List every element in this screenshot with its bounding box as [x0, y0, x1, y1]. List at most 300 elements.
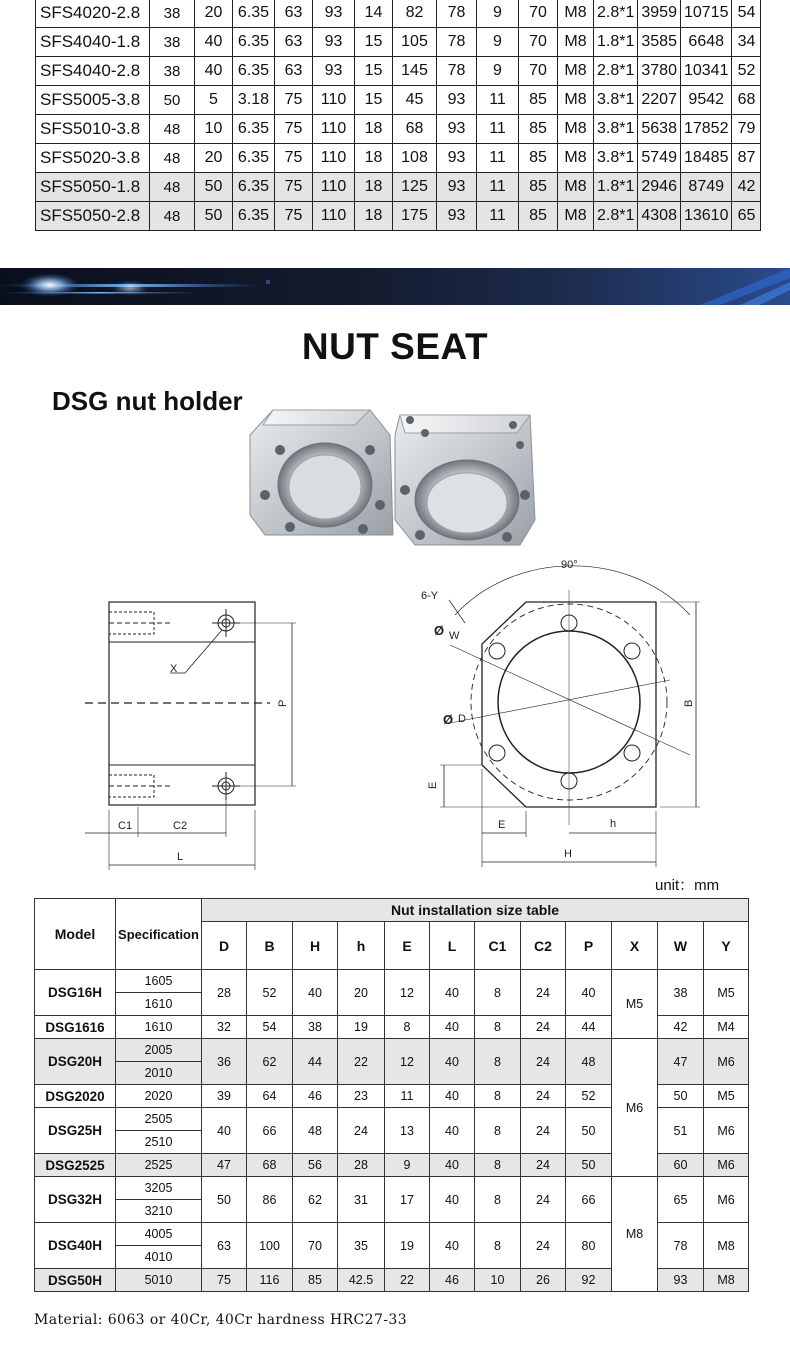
dsg-spec-cell: 3210 — [116, 1200, 202, 1223]
dsg-table-row — [35, 1177, 749, 1200]
label-w: W — [449, 630, 460, 642]
label-angle: 90° — [561, 559, 578, 571]
dsg-model-cell: DSG16H — [35, 970, 116, 1016]
spec-header: Specification — [116, 899, 202, 970]
dsg-value-cell: 28 — [338, 1154, 385, 1177]
material-note: Material: 6063 or 40Cr, 40Cr hardness HRC27-33 — [34, 1312, 408, 1328]
product-subtitle: DSG nut holder — [52, 386, 243, 416]
dsg-value-cell: 13 — [385, 1108, 430, 1154]
sfs-value-cell: 145 — [393, 57, 437, 86]
sfs-value-cell: 6648 — [680, 28, 732, 57]
sfs-value-cell: 70 — [519, 0, 558, 28]
dsg-value-cell: 8 — [475, 1039, 521, 1085]
dsg-value-cell: 8 — [475, 1223, 521, 1269]
dsg-value-cell: 17 — [385, 1177, 430, 1223]
model-header: Model — [35, 899, 116, 970]
dsg-value-cell: 10 — [475, 1269, 521, 1292]
sfs-value-cell: 9542 — [680, 86, 732, 115]
sfs-value-cell: M8 — [558, 28, 594, 57]
dsg-value-cell: 8 — [475, 1108, 521, 1154]
dsg-y-cell: M5 — [704, 970, 749, 1016]
dsg-value-cell: 40 — [430, 1016, 475, 1039]
sfs-value-cell: 85 — [519, 202, 558, 231]
dsg-w-cell: 60 — [658, 1154, 704, 1177]
dsg-value-cell: 8 — [475, 970, 521, 1016]
sfs-value-cell: 110 — [313, 144, 355, 173]
sfs-value-cell: 20 — [195, 0, 233, 28]
dsg-value-cell: 62 — [247, 1039, 293, 1085]
sfs-value-cell: 75 — [275, 86, 313, 115]
sfs-value-cell: 68 — [393, 115, 437, 144]
sfs-value-cell: 3.8*1 — [594, 144, 638, 173]
sfs-value-cell: 18 — [355, 144, 393, 173]
sfs-value-cell: 1.8*1 — [594, 28, 638, 57]
sfs-model-cell: SFS5050-2.8 — [36, 202, 150, 231]
label-h-small: h — [610, 818, 617, 830]
dsg-value-cell: 46 — [430, 1269, 475, 1292]
column-header-c1: C1 — [475, 922, 521, 970]
dsg-value-cell: 9 — [385, 1154, 430, 1177]
dsg-model-cell: DSG20H — [35, 1039, 116, 1085]
dsg-value-cell: 11 — [385, 1085, 430, 1108]
dsg-value-cell: 8 — [385, 1016, 430, 1039]
dsg-value-cell: 38 — [293, 1016, 338, 1039]
sfs-model-cell: SFS5010-3.8 — [36, 115, 150, 144]
sfs-value-cell: 63 — [275, 28, 313, 57]
sfs-value-cell: 6.35 — [233, 173, 275, 202]
sfs-value-cell: 93 — [313, 28, 355, 57]
sfs-value-cell: 18 — [355, 115, 393, 144]
sfs-value-cell: 6.35 — [233, 115, 275, 144]
dsg-size-table — [34, 898, 749, 1292]
column-header-y: Y — [704, 922, 749, 970]
sfs-value-cell: 15 — [355, 57, 393, 86]
sfs-value-cell: 79 — [732, 115, 761, 144]
dsg-spec-cell: 2005 — [116, 1039, 202, 1062]
dsg-y-cell: M6 — [704, 1154, 749, 1177]
sfs-value-cell: 11 — [477, 115, 519, 144]
dsg-w-cell: 93 — [658, 1269, 704, 1292]
sfs-value-cell: 4308 — [638, 202, 681, 231]
sfs-value-cell: 87 — [732, 144, 761, 173]
sfs-value-cell: 42 — [732, 173, 761, 202]
dsg-value-cell: 22 — [385, 1269, 430, 1292]
sfs-value-cell: 6.35 — [233, 0, 275, 28]
dsg-value-cell: 64 — [247, 1085, 293, 1108]
nut-holder-left — [250, 410, 393, 535]
dsg-model-cell: DSG25H — [35, 1108, 116, 1154]
label-e-bottom: E — [498, 819, 506, 831]
nut-holder-right — [395, 415, 535, 545]
dsg-value-cell: 50 — [566, 1108, 612, 1154]
sfs-value-cell: 9 — [477, 0, 519, 28]
dsg-w-cell: 51 — [658, 1108, 704, 1154]
sfs-value-cell: 2.8*1 — [594, 0, 638, 28]
dsg-value-cell: 24 — [521, 1085, 566, 1108]
svg-text:Ø: Ø — [434, 623, 445, 638]
sfs-table-body — [36, 0, 761, 231]
sfs-value-cell: 3.8*1 — [594, 115, 638, 144]
sfs-value-cell: 6.35 — [233, 202, 275, 231]
sfs-value-cell: 45 — [393, 86, 437, 115]
label-c1: C1 — [118, 820, 133, 832]
sfs-value-cell: 70 — [519, 28, 558, 57]
dsg-value-cell: 116 — [247, 1269, 293, 1292]
dsg-table-row — [35, 970, 749, 993]
sfs-value-cell: 48 — [150, 173, 195, 202]
dsg-w-cell: 42 — [658, 1016, 704, 1039]
dsg-value-cell: 24 — [338, 1108, 385, 1154]
sfs-value-cell: 18 — [355, 202, 393, 231]
sfs-value-cell: 110 — [313, 202, 355, 231]
dsg-value-cell: 20 — [338, 970, 385, 1016]
label-p: P — [277, 699, 289, 707]
dsg-y-cell: M4 — [704, 1016, 749, 1039]
column-header-p: P — [566, 922, 612, 970]
sfs-value-cell: 50 — [150, 86, 195, 115]
sfs-value-cell: 3.18 — [233, 86, 275, 115]
sfs-value-cell: 85 — [519, 86, 558, 115]
sfs-value-cell: 78 — [437, 28, 477, 57]
dsg-model-cell: DSG2020 — [35, 1085, 116, 1108]
dsg-value-cell: 66 — [566, 1177, 612, 1223]
sfs-value-cell: 3585 — [638, 28, 681, 57]
dsg-value-cell: 70 — [293, 1223, 338, 1269]
sfs-value-cell: 93 — [313, 0, 355, 28]
dsg-spec-cell: 1610 — [116, 993, 202, 1016]
dsg-x-cell: M5 — [612, 970, 658, 1039]
sfs-model-cell: SFS5050-1.8 — [36, 173, 150, 202]
sfs-value-cell: M8 — [558, 0, 594, 28]
sfs-value-cell: 63 — [275, 57, 313, 86]
sfs-value-cell: 9 — [477, 57, 519, 86]
sfs-table-row — [36, 144, 761, 173]
sfs-value-cell: 8749 — [680, 173, 732, 202]
sfs-value-cell: 2946 — [638, 173, 681, 202]
sfs-value-cell: M8 — [558, 202, 594, 231]
sfs-value-cell: 40 — [195, 57, 233, 86]
dsg-w-cell: 38 — [658, 970, 704, 1016]
sfs-value-cell: 108 — [393, 144, 437, 173]
sfs-value-cell: 2.8*1 — [594, 57, 638, 86]
sfs-value-cell: 93 — [437, 115, 477, 144]
dsg-spec-cell: 2020 — [116, 1085, 202, 1108]
dsg-value-cell: 40 — [430, 1039, 475, 1085]
dsg-value-cell: 19 — [385, 1223, 430, 1269]
sfs-value-cell: 78 — [437, 57, 477, 86]
column-header-e: E — [385, 922, 430, 970]
sfs-value-cell: 48 — [150, 144, 195, 173]
sfs-value-cell: 50 — [195, 173, 233, 202]
sfs-value-cell: 110 — [313, 173, 355, 202]
dsg-value-cell: 40 — [430, 970, 475, 1016]
dsg-x-cell: M6 — [612, 1039, 658, 1177]
column-header-x: X — [612, 922, 658, 970]
dsg-w-cell: 78 — [658, 1223, 704, 1269]
sfs-value-cell: 3959 — [638, 0, 681, 28]
sfs-value-cell: 68 — [732, 86, 761, 115]
sfs-value-cell: M8 — [558, 173, 594, 202]
dsg-value-cell: 46 — [293, 1085, 338, 1108]
label-d: D — [458, 713, 466, 725]
banner-light-streaks — [0, 268, 790, 305]
sfs-value-cell: 11 — [477, 144, 519, 173]
dsg-value-cell: 26 — [521, 1269, 566, 1292]
sfs-value-cell: M8 — [558, 115, 594, 144]
dsg-spec-cell: 4005 — [116, 1223, 202, 1246]
sfs-value-cell: 15 — [355, 86, 393, 115]
dsg-value-cell: 44 — [566, 1016, 612, 1039]
dsg-value-cell: 80 — [566, 1223, 612, 1269]
label-b: B — [683, 699, 695, 707]
dsg-value-cell: 68 — [247, 1154, 293, 1177]
sfs-value-cell: 1.8*1 — [594, 173, 638, 202]
front-view-labels — [421, 559, 695, 860]
dsg-w-cell: 50 — [658, 1085, 704, 1108]
dsg-value-cell: 40 — [293, 970, 338, 1016]
dsg-y-cell: M8 — [704, 1269, 749, 1292]
dsg-value-cell: 8 — [475, 1085, 521, 1108]
dsg-value-cell: 48 — [293, 1108, 338, 1154]
sfs-value-cell: 2.8*1 — [594, 202, 638, 231]
dsg-spec-cell: 3205 — [116, 1177, 202, 1200]
sfs-model-cell: SFS5005-3.8 — [36, 86, 150, 115]
sfs-value-cell: 82 — [393, 0, 437, 28]
column-header-w: W — [658, 922, 704, 970]
dsg-value-cell: 47 — [202, 1154, 247, 1177]
sfs-value-cell: 93 — [437, 173, 477, 202]
dsg-table-row — [35, 1039, 749, 1062]
dsg-value-cell: 40 — [430, 1154, 475, 1177]
dsg-value-cell: 92 — [566, 1269, 612, 1292]
unit-label: unit：mm — [655, 877, 720, 894]
label-l: L — [177, 851, 184, 863]
dsg-model-cell: DSG32H — [35, 1177, 116, 1223]
dsg-value-cell: 40 — [430, 1108, 475, 1154]
dsg-spec-cell: 2525 — [116, 1154, 202, 1177]
dsg-value-cell: 40 — [430, 1223, 475, 1269]
dsg-table-body — [35, 970, 749, 1292]
dsg-spec-cell: 1610 — [116, 1016, 202, 1039]
dsg-value-cell: 36 — [202, 1039, 247, 1085]
dsg-y-cell: M5 — [704, 1085, 749, 1108]
dsg-value-cell: 40 — [202, 1108, 247, 1154]
sfs-value-cell: 75 — [275, 144, 313, 173]
sfs-value-cell: 18485 — [680, 144, 732, 173]
sfs-value-cell: 75 — [275, 202, 313, 231]
dsg-w-cell: 47 — [658, 1039, 704, 1085]
sfs-value-cell: 38 — [150, 57, 195, 86]
dsg-value-cell: 50 — [566, 1154, 612, 1177]
dsg-value-cell: 40 — [430, 1177, 475, 1223]
column-header-h: H — [293, 922, 338, 970]
dsg-value-cell: 50 — [202, 1177, 247, 1223]
sfs-value-cell: 93 — [437, 202, 477, 231]
sfs-table-row — [36, 0, 761, 28]
sfs-value-cell: M8 — [558, 86, 594, 115]
sfs-value-cell: 52 — [732, 57, 761, 86]
dsg-spec-cell: 1605 — [116, 970, 202, 993]
sfs-value-cell: 48 — [150, 115, 195, 144]
dsg-value-cell: 8 — [475, 1016, 521, 1039]
sfs-table-row — [36, 202, 761, 231]
sfs-value-cell: 20 — [195, 144, 233, 173]
sfs-value-cell: 70 — [519, 57, 558, 86]
dsg-value-cell: 19 — [338, 1016, 385, 1039]
dsg-value-cell: 24 — [521, 1016, 566, 1039]
section-title: NUT SEAT — [301, 326, 489, 367]
side-view — [85, 602, 296, 870]
sfs-value-cell: 40 — [195, 28, 233, 57]
sfs-value-cell: 85 — [519, 115, 558, 144]
dsg-spec-cell: 2505 — [116, 1108, 202, 1131]
label-x: X — [170, 663, 178, 675]
dsg-model-cell: DSG2525 — [35, 1154, 116, 1177]
sfs-value-cell: 34 — [732, 28, 761, 57]
sfs-value-cell: 10715 — [680, 0, 732, 28]
dsg-value-cell: 24 — [521, 1223, 566, 1269]
sfs-value-cell: 110 — [313, 86, 355, 115]
dsg-y-cell: M6 — [704, 1177, 749, 1223]
dsg-value-cell: 54 — [247, 1016, 293, 1039]
svg-text:Ø: Ø — [443, 712, 454, 727]
sfs-value-cell: 48 — [150, 202, 195, 231]
dsg-value-cell: 63 — [202, 1223, 247, 1269]
dsg-spec-cell: 2010 — [116, 1062, 202, 1085]
dsg-spec-cell: 4010 — [116, 1246, 202, 1269]
dsg-value-cell: 75 — [202, 1269, 247, 1292]
sfs-value-cell: 93 — [437, 86, 477, 115]
dsg-x-cell: M8 — [612, 1177, 658, 1292]
label-h-big: H — [564, 848, 572, 860]
label-c2: C2 — [173, 820, 188, 832]
dsg-value-cell: 24 — [521, 1039, 566, 1085]
sfs-value-cell: 93 — [313, 57, 355, 86]
dsg-value-cell: 42.5 — [338, 1269, 385, 1292]
sfs-value-cell: 10341 — [680, 57, 732, 86]
dsg-value-cell: 8 — [475, 1177, 521, 1223]
dsg-value-cell: 24 — [521, 1177, 566, 1223]
sfs-value-cell: 6.35 — [233, 144, 275, 173]
sfs-value-cell: 78 — [437, 0, 477, 28]
dsg-value-cell: 32 — [202, 1016, 247, 1039]
dsg-spec-cell: 5010 — [116, 1269, 202, 1292]
sfs-model-cell: SFS4040-1.8 — [36, 28, 150, 57]
sfs-table-row — [36, 115, 761, 144]
sfs-value-cell: 110 — [313, 115, 355, 144]
dsg-value-cell: 12 — [385, 970, 430, 1016]
column-header-l: L — [430, 922, 475, 970]
dsg-w-cell: 65 — [658, 1177, 704, 1223]
sfs-value-cell: 2207 — [638, 86, 681, 115]
sfs-model-cell: SFS4040-2.8 — [36, 57, 150, 86]
nut-holder-photo — [245, 405, 545, 550]
sfs-value-cell: 75 — [275, 115, 313, 144]
dsg-value-cell: 35 — [338, 1223, 385, 1269]
sfs-value-cell: 9 — [477, 28, 519, 57]
dsg-value-cell: 40 — [566, 970, 612, 1016]
sfs-value-cell: 3.8*1 — [594, 86, 638, 115]
dsg-y-cell: M6 — [704, 1039, 749, 1085]
front-view — [440, 566, 700, 867]
sfs-value-cell: 11 — [477, 202, 519, 231]
sfs-value-cell: 6.35 — [233, 28, 275, 57]
column-header-c2: C2 — [521, 922, 566, 970]
decorative-banner — [0, 268, 790, 305]
dsg-value-cell: 100 — [247, 1223, 293, 1269]
sfs-value-cell: 175 — [393, 202, 437, 231]
sfs-value-cell: 38 — [150, 0, 195, 28]
sfs-table-row — [36, 86, 761, 115]
sfs-value-cell: 85 — [519, 144, 558, 173]
column-header-d: D — [202, 922, 247, 970]
sfs-value-cell: 5749 — [638, 144, 681, 173]
sfs-value-cell: 5638 — [638, 115, 681, 144]
sfs-value-cell: 13610 — [680, 202, 732, 231]
dsg-value-cell: 52 — [566, 1085, 612, 1108]
sfs-value-cell: 15 — [355, 28, 393, 57]
dsg-model-cell: DSG1616 — [35, 1016, 116, 1039]
sfs-value-cell: 17852 — [680, 115, 732, 144]
sfs-value-cell: 125 — [393, 173, 437, 202]
sfs-value-cell: 10 — [195, 115, 233, 144]
dsg-spec-cell: 2510 — [116, 1131, 202, 1154]
sfs-table-row — [36, 173, 761, 202]
dsg-value-cell: 86 — [247, 1177, 293, 1223]
sfs-value-cell: 38 — [150, 28, 195, 57]
sfs-value-cell: 54 — [732, 0, 761, 28]
sfs-value-cell: M8 — [558, 57, 594, 86]
dsg-model-cell: DSG50H — [35, 1269, 116, 1292]
dsg-value-cell: 22 — [338, 1039, 385, 1085]
sfs-value-cell: 11 — [477, 86, 519, 115]
dsg-model-cell: DSG40H — [35, 1223, 116, 1269]
dsg-value-cell: 66 — [247, 1108, 293, 1154]
sfs-spec-table — [35, 0, 761, 231]
sfs-model-cell: SFS5020-3.8 — [36, 144, 150, 173]
sfs-value-cell: 105 — [393, 28, 437, 57]
dsg-y-cell: M6 — [704, 1108, 749, 1154]
dsg-value-cell: 62 — [293, 1177, 338, 1223]
dsg-value-cell: 85 — [293, 1269, 338, 1292]
sfs-value-cell: 50 — [195, 202, 233, 231]
sfs-value-cell: 18 — [355, 173, 393, 202]
sfs-value-cell: M8 — [558, 144, 594, 173]
sfs-value-cell: 85 — [519, 173, 558, 202]
sfs-value-cell: 6.35 — [233, 57, 275, 86]
sfs-value-cell: 75 — [275, 173, 313, 202]
dsg-value-cell: 31 — [338, 1177, 385, 1223]
sfs-model-cell: SFS4020-2.8 — [36, 0, 150, 28]
dsg-value-cell: 56 — [293, 1154, 338, 1177]
sfs-value-cell: 93 — [437, 144, 477, 173]
sfs-value-cell: 63 — [275, 0, 313, 28]
column-header-b: B — [247, 922, 293, 970]
dsg-value-cell: 23 — [338, 1085, 385, 1108]
dsg-value-cell: 8 — [475, 1154, 521, 1177]
column-header-h: h — [338, 922, 385, 970]
sfs-value-cell: 14 — [355, 0, 393, 28]
dsg-value-cell: 40 — [430, 1085, 475, 1108]
sfs-value-cell: 65 — [732, 202, 761, 231]
sfs-value-cell: 3780 — [638, 57, 681, 86]
dsg-value-cell: 44 — [293, 1039, 338, 1085]
sfs-value-cell: 11 — [477, 173, 519, 202]
sfs-value-cell: 5 — [195, 86, 233, 115]
dsg-value-cell: 28 — [202, 970, 247, 1016]
dsg-value-cell: 52 — [247, 970, 293, 1016]
sfs-table-row — [36, 28, 761, 57]
